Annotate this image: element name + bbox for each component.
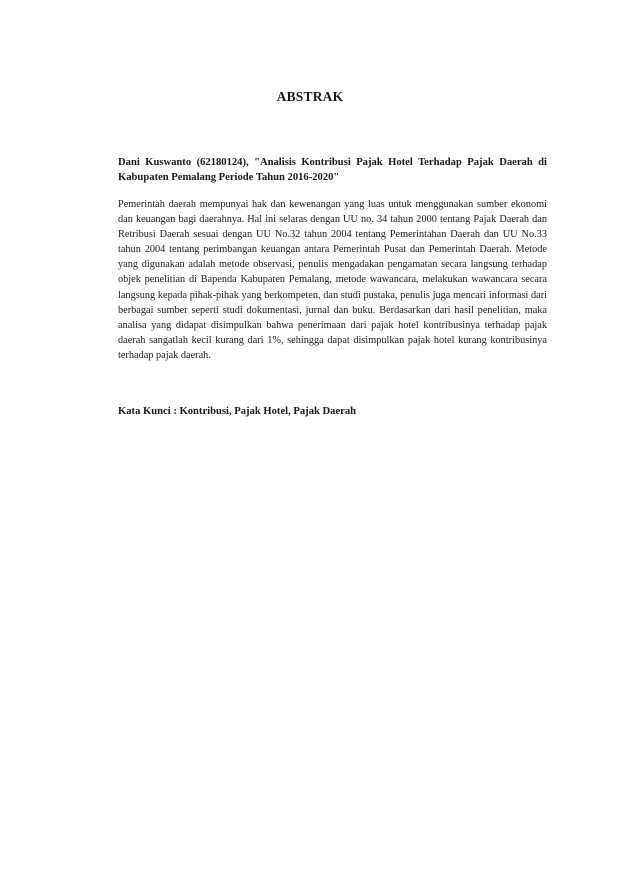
citation-text: Dani Kuswanto (62180124), "Analisis Kontribusi Pajak Hotel Terhadap Pajak Daerah di Kabupaten Pemalang Periode Tahun 2016-2020" [118,157,547,183]
page-title: ABSTRAK [276,89,344,104]
keywords-line: Kata Kunci : Kontribusi, Pajak Hotel, Pajak Daerah [118,406,357,417]
abstract-body: Pemerintah daerah mempunyai hak dan kewenangan yang luas untuk menggunakan sumber ekonomi dan keuangan bagi daerahnya. Hal ini selaras dengan UU no. 34 tahun 2000 tentang Pajak Daerah dan Retribusi Daerah sesuai dengan UU No.32 tahun 2004 tentang Pemerintahan Daerah dan UU No.33 tahun 2004 tentang perimbangan keuangan antara Pemerintah Pusat dan Pemerintah Daerah. Metode yang digunakan adalah metode observasi, penulis mengadakan pengamatan secara langsung terhadap objek penelitian di Bapenda Kabupaten Pemalang, metode wawancara, melakukan wawancara secara langsung kepada pihak-pihak yang berkompeten, dan studi pustaka, penulis juga mencari informasi dari berbagai sumber seperti studi dokumentasi, jurnal dan buku. Berdasarkan dari hasil penelitian, maka analisa yang didapat disimpulkan bahwa penerimaan dari pajak hotel kontribusinya terhadap pajak daerah sangatlah kecil kurang dari 1%, sehingga dapat disimpulkan pajak hotel kurang kontribusinya terhadap pajak daerah. [118,199,547,361]
